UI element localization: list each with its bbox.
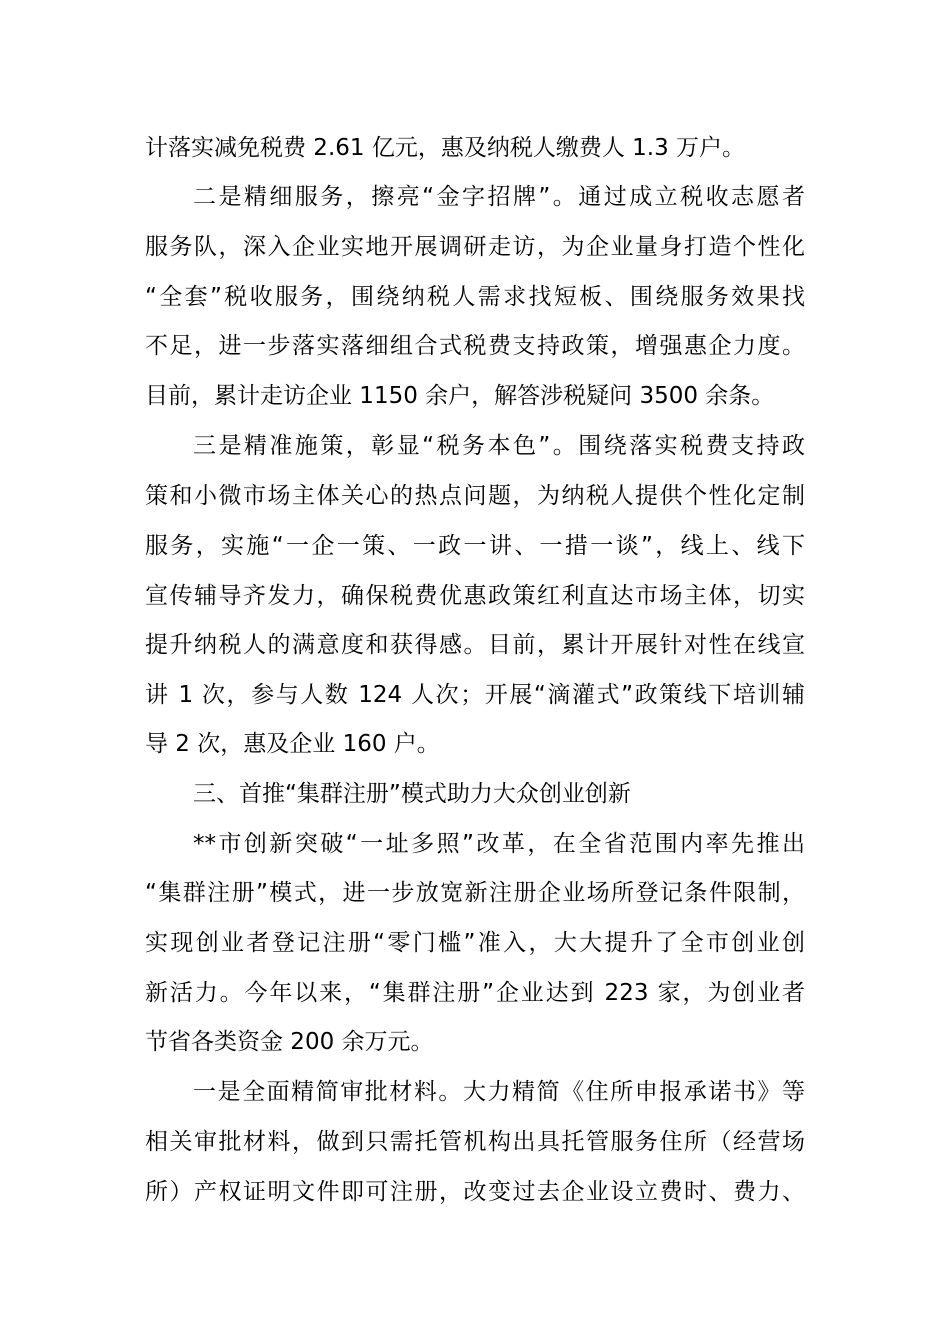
- section-heading: 三、首推“集群注册”模式助力大众创业创新: [193, 781, 631, 807]
- paragraph-first-line: **市创新突破“一址多照”改革，在全省范围内率先推出: [193, 831, 805, 857]
- text-line: 策和小微市场主体关心的热点问题，为纳税人提供个性化定制: [145, 483, 805, 509]
- text-line: 宣传辅导齐发力，确保税费优惠政策红利直达市场主体，切实: [145, 583, 805, 609]
- text-line: 实现创业者登记注册“零门槛”准入，大大提升了全市创业创: [145, 930, 805, 956]
- text-line: 节省各类资金 200 余万元。: [145, 1029, 434, 1055]
- text-line: 服务队，深入企业实地开展调研走访，为企业量身打造个性化: [145, 234, 805, 260]
- text-line: 所）产权证明文件即可注册，改变过去企业设立费时、费力、: [145, 1179, 805, 1205]
- text-line: 目前，累计走访企业 1150 余户，解答涉税疑问 3500 余条。: [145, 383, 775, 409]
- text-line: 相关审批材料，做到只需托管机构出具托管服务住所（经营场: [145, 1129, 805, 1155]
- paragraph-first-line: 三是精准施策，彰显“税务本色”。围绕落实税费支持政: [193, 433, 805, 459]
- text-line: 不足，进一步落实落细组合式税费支持政策，增强惠企力度。: [145, 333, 805, 359]
- text-line: 新活力。今年以来，“集群注册”企业达到 223 家，为创业者: [145, 980, 805, 1006]
- paragraph-first-line: 二是精细服务，擦亮“金字招牌”。通过成立税收志愿者: [193, 184, 805, 210]
- text-line: 导 2 次，惠及企业 160 户。: [145, 731, 440, 757]
- paragraph-first-line: 一是全面精简审批材料。大力精简《住所申报承诺书》等: [193, 1079, 805, 1105]
- text-line: “集群注册”模式，进一步放宽新注册企业场所登记条件限制，: [145, 880, 805, 906]
- text-line: 服务，实施“一企一策、一政一讲、一措一谈”，线上、线下: [145, 533, 805, 559]
- text-line: 讲 1 次，参与人数 124 人次；开展“滴灌式”政策线下培训辅: [145, 682, 805, 708]
- text-line: 提升纳税人的满意度和获得感。目前，累计开展针对性在线宣: [145, 632, 805, 658]
- text-line: “全套”税收服务，围绕纳税人需求找短板、围绕服务效果找: [145, 284, 805, 310]
- text-line: 计落实减免税费 2.61 亿元，惠及纳税人缴费人 1.3 万户。: [145, 135, 746, 161]
